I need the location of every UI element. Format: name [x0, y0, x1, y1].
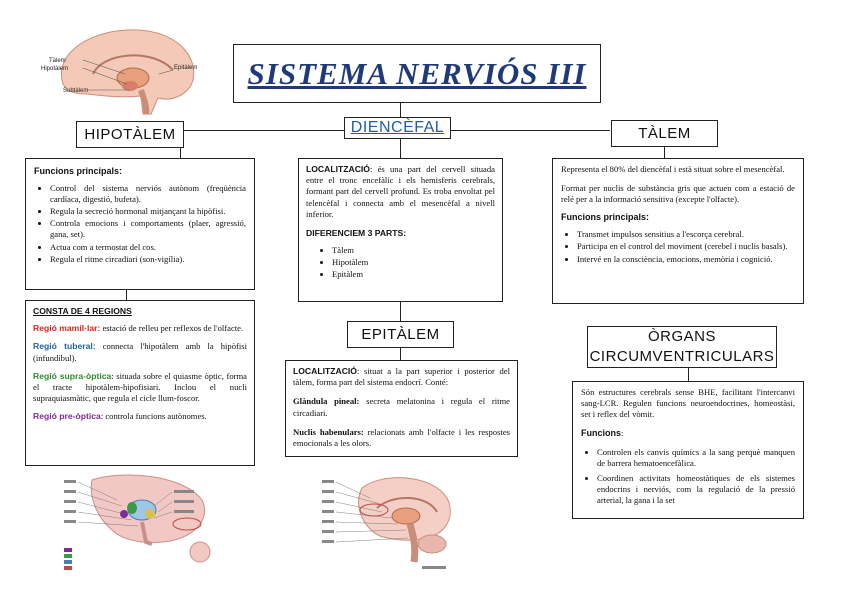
organs-p1: Són estructures cerebrals sense BHE, facilitant l'intercanvi sang-LCR. Regulen funcions neuroendocrines, homeostàsi, set i reflex del vòmit.: [581, 387, 795, 420]
header-hipotalem: HIPOTÀLEM: [76, 121, 184, 148]
brain-diagram-epitalem: [322, 468, 457, 573]
header-organs-circumventriculars: ÒRGANS CIRCUMVENTRICULARS: [587, 326, 777, 368]
diencefal-box: [298, 158, 503, 302]
region-tuberal: Regió tuberal: connecta l'hipotàlem amb la hipòfisi (infundíbul).: [33, 341, 247, 363]
header-epitalem: EPITÀLEM: [347, 321, 454, 348]
list-item: • Participa en el control del moviment (cerebel i nuclis basals).: [577, 241, 795, 252]
region-mamillar: Regió mamil·lar: estació de relleu per reflexos de l'olfacte.: [33, 323, 244, 334]
epitalem-localitzacio: LOCALITZACIÓ: situat a la part superior i posterior del tàlem, forma part del sistema endocrí. Conté:: [293, 366, 510, 388]
list-item: • Regula el ritme circadiari (son-vigília).: [50, 254, 246, 265]
list-item: • Controla emocions i comportaments (plaer, agressió, gana, set).: [50, 218, 246, 240]
organs-box: [572, 381, 804, 519]
region-preoptica: Regió pre-òptica: controla funcions autònomes.: [33, 411, 207, 422]
brain-diagram-top: [33, 22, 203, 116]
list-item: • Hipotàlem: [332, 257, 495, 268]
hipotalem-functions-box: [25, 158, 255, 290]
list-item: • Epitàlem: [332, 269, 495, 280]
talem-p2: Format per nuclis de substància gris que actuen com a estació de relé per a la informació sensitiva (excepte l'olfacte).: [561, 183, 795, 205]
list-item: • Actua com a termostat del cos.: [50, 242, 246, 253]
organs-heading: Funcions:: [581, 427, 624, 438]
label-epitalem: Epitàlem: [174, 65, 198, 71]
header-talem: TÀLEM: [611, 120, 718, 147]
diencefal-localitzacio: LOCALITZACIÓ: és una part del cervell situada entre el tronc encefàlic i els hemisferis cerebrals, formant part del cervell profund. Es troba envoltat pel telencèfal i connecta amb el mesencèfal a nivell inferior.: [306, 164, 495, 219]
label-subtalem: Subtàlem: [63, 88, 89, 94]
hipotalem-regions-box: [25, 300, 255, 466]
list-item: • Coordinen activitats homeostàtiques de els sistemes endocrins i nerviós, com la regulació de la pressió arterial, la gana i la set: [597, 473, 795, 507]
label-hipotalem: Hipotàlem: [41, 66, 69, 72]
region-supraoptica: Regió supra-òptica: situada sobre el quiasme òptic, forma el tracte hipotàlem-hipofisiari. Inclou el nucli supraquiasmàtic, que regula el cicle llum-foscor.: [33, 370, 247, 404]
list-item: • Control del sistema nerviós autònom (freqüència cardíaca, digestió, bufeta).: [50, 183, 246, 205]
hypothalamus-diagram: [62, 470, 222, 580]
diencefal-parts-heading: DIFERENCIEM 3 PARTS:: [306, 227, 407, 238]
talem-p1: Representa el 80% del diencèfal i està situat sobre el mesencèfal.: [561, 164, 785, 174]
epitalem-box: [285, 360, 518, 457]
regions-heading: CONSTA DE 4 REGIONS: [33, 306, 132, 316]
header-diencefal: DIENCÈFAL: [344, 117, 451, 139]
list-item: • Intervé en la consciència, emocions, memòria i cognició.: [577, 254, 795, 265]
label-talem: Tàlem: [49, 58, 66, 64]
talem-box: [552, 158, 804, 304]
list-item: • Controlen els canvis químics a la sang perquè manquen de barrera hematoencefàlica.: [597, 447, 795, 469]
list-item: • Tàlem: [332, 245, 495, 256]
talem-heading: Funcions principals:: [561, 211, 650, 222]
hipotalem-functions-heading: Funcions principals:: [34, 166, 123, 176]
title-box: [233, 44, 601, 103]
epitalem-glandula: Glàndula pineal: secreta melatonina i regula el ritme circadiari.: [293, 396, 510, 418]
list-item: • Transmet impulsos sensitius a l'escorça cerebral.: [577, 229, 795, 240]
epitalem-nuclis: Nuclis habenulars: relacionats amb l'olfacte i les respostes emocionals a les olors.: [293, 426, 510, 448]
page-title: SISTEMA NERVIÓS III: [247, 55, 587, 91]
list-item: • Regula la secreció hormonal mitjançant la hipòfisi.: [50, 206, 246, 217]
